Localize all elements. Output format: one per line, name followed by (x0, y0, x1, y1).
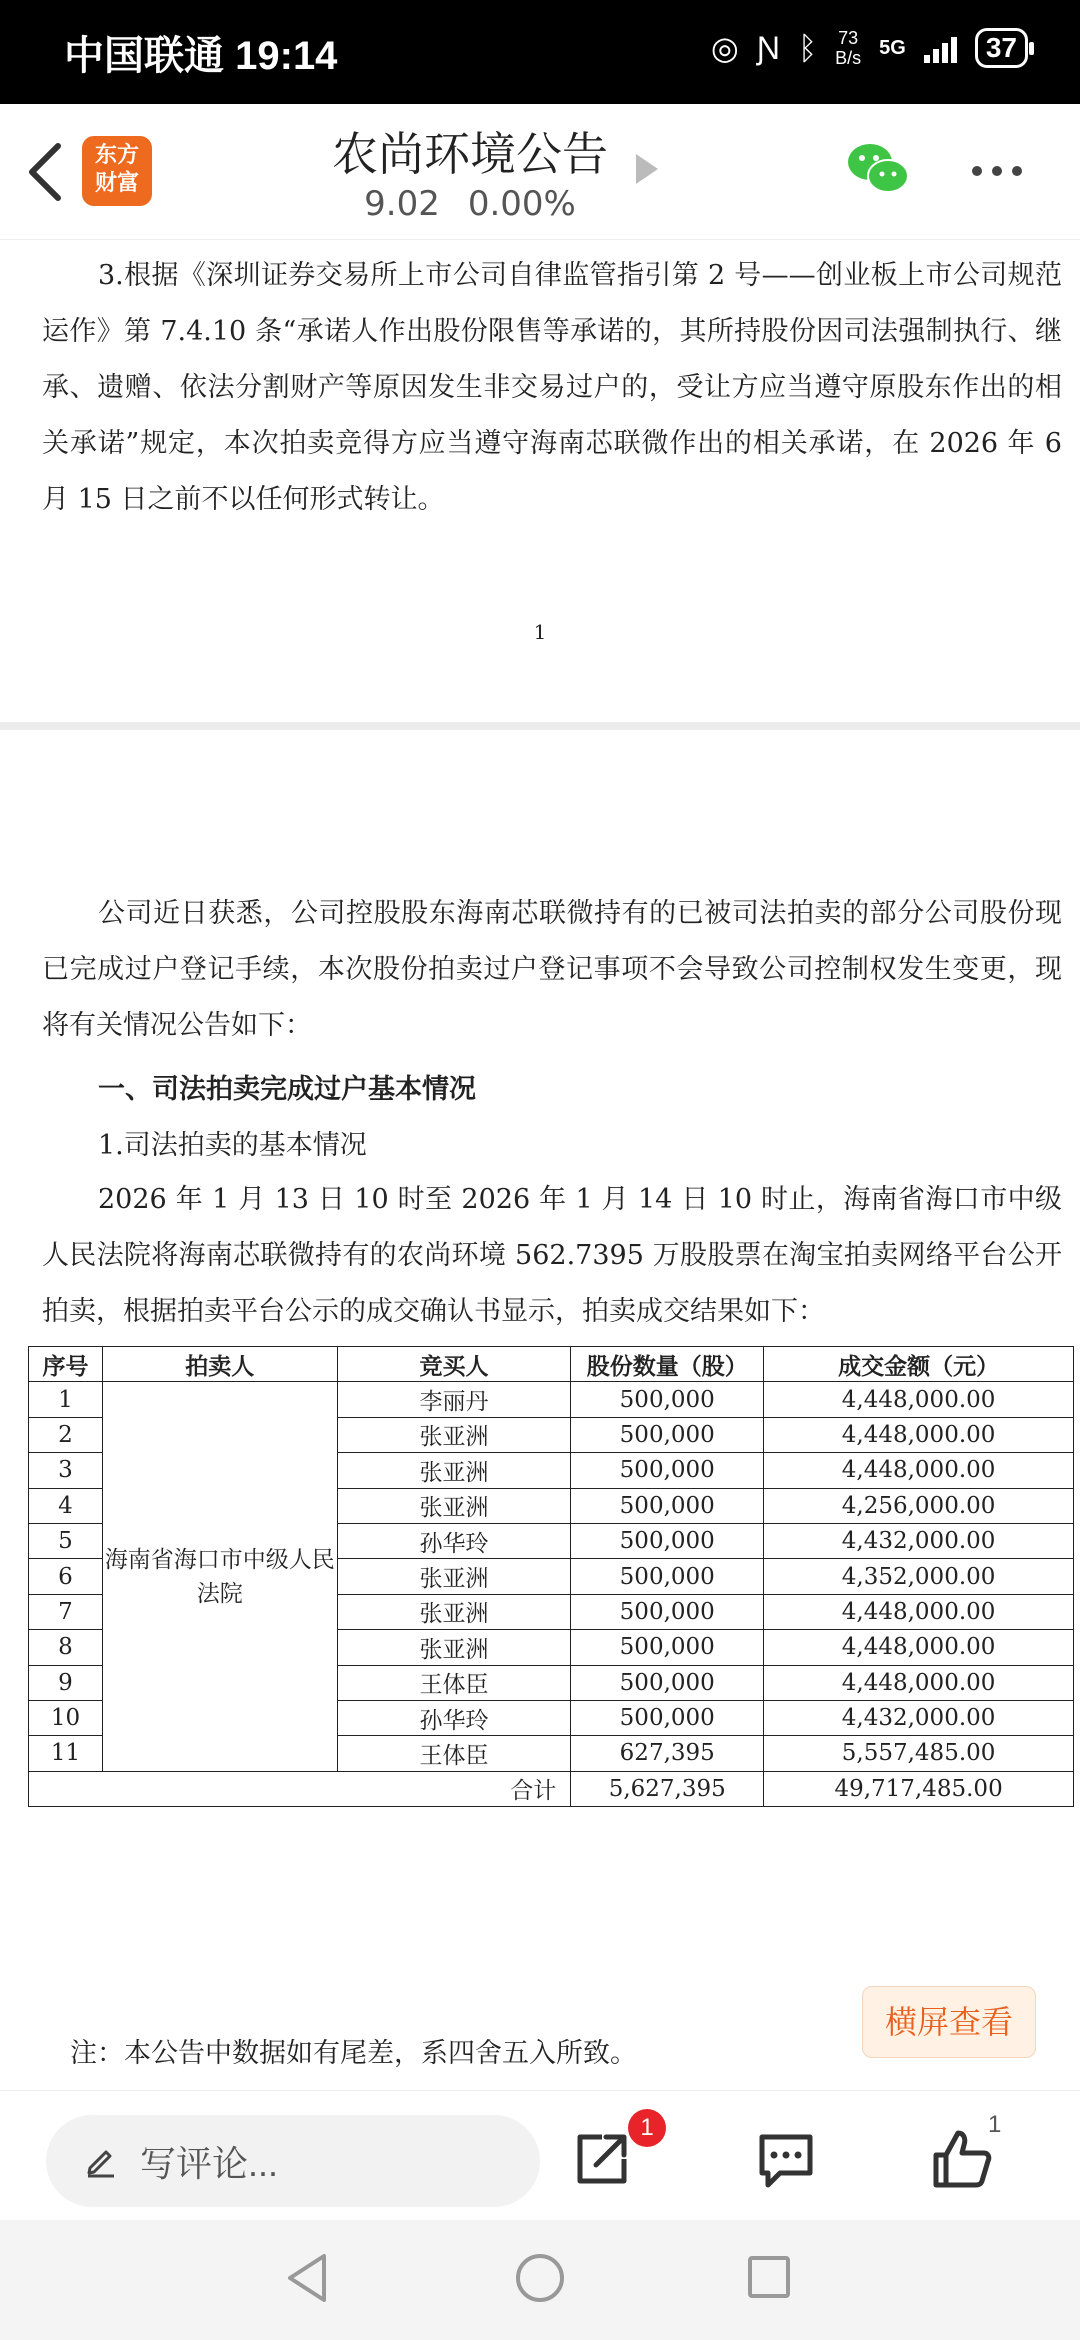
auction-results-table (28, 1346, 1074, 1807)
amount-cell: 5,557,485.00 (764, 1736, 1074, 1771)
buyer-cell: 王体臣 (337, 1736, 571, 1771)
buyer-cell: 张亚洲 (337, 1417, 571, 1452)
speed-unit: B/s (835, 48, 862, 68)
buyer-cell: 张亚洲 (337, 1630, 571, 1665)
system-nav-bar (0, 2220, 1080, 2340)
col-header-no: 序号 (29, 1347, 103, 1382)
hd-icon: ◎ (710, 30, 739, 66)
section-heading: 一、司法拍卖完成过户基本情况 (98, 1074, 476, 1105)
clock: 19:14 (235, 34, 338, 78)
row-no: 2 (29, 1417, 103, 1452)
nfc-icon: Ɲ (756, 29, 780, 66)
buyer-cell: 张亚洲 (337, 1488, 571, 1523)
buyer-cell: 张亚洲 (337, 1594, 571, 1629)
amount-cell: 4,448,000.00 (764, 1417, 1074, 1452)
network-speed (835, 28, 861, 68)
col-header-shares: 股份数量（股） (571, 1347, 764, 1382)
shares-cell: 500,000 (571, 1700, 764, 1735)
amount-cell: 4,432,000.00 (764, 1700, 1074, 1735)
col-header-buyer: 竞买人 (337, 1347, 571, 1382)
row-no: 11 (29, 1736, 103, 1771)
row-no: 7 (29, 1594, 103, 1629)
logo-line1: 东方 (94, 143, 139, 168)
col-header-auctioneer: 拍卖人 (102, 1347, 337, 1382)
more-icon[interactable] (972, 166, 1022, 176)
stock-change: 0.00% (467, 184, 576, 224)
carrier-name: 中国联通 (64, 34, 224, 78)
subsection-heading: 1.司法拍卖的基本情况 (98, 1130, 367, 1161)
nav-recent-icon[interactable] (748, 2256, 790, 2298)
battery-icon (975, 28, 1028, 68)
share-badge: 1 (628, 2109, 666, 2147)
logo-line2: 财富 (94, 171, 139, 196)
buyer-cell: 孙华玲 (337, 1700, 571, 1735)
row-no: 9 (29, 1665, 103, 1700)
paragraph-auction: 2026 年 1 月 13 日 10 时至 2026 年 1 月 14 日 10 时止，海南省海口市中级人民法院将海南芯联微持有的农尚环境 562.7395 万股股票在淘宝拍卖网络平台公开拍卖，根据拍卖平台公示的成交确认书显示，拍卖成交结果如下： (42, 1184, 1062, 1327)
shares-cell: 500,000 (571, 1523, 764, 1558)
row-no: 10 (29, 1700, 103, 1735)
paragraph-intro: 公司近日获悉，公司控股股东海南芯联微持有的已被司法拍卖的部分公司股份现已完成过户登记手续，本次股份拍卖过户登记事项不会导致公司控制权发生变更，现将有关情况公告如下： (42, 898, 1062, 1041)
row-no: 8 (29, 1630, 103, 1665)
shares-cell: 500,000 (571, 1417, 764, 1452)
network-type: 5G (879, 36, 906, 59)
pen-icon (84, 2144, 118, 2178)
total-label: 合计 (29, 1771, 571, 1806)
table-header-row (29, 1347, 1074, 1382)
carrier-time (64, 24, 337, 81)
row-no: 4 (29, 1488, 103, 1523)
stock-price: 9.02 (364, 184, 440, 224)
row-no: 6 (29, 1559, 103, 1594)
stock-quote[interactable] (0, 184, 940, 224)
bottom-action-bar (0, 2090, 1080, 2220)
bluetooth-icon: ᛒ (797, 29, 818, 66)
status-icons (711, 28, 1028, 68)
buyer-cell: 张亚洲 (337, 1453, 571, 1488)
table-total-row (29, 1771, 1074, 1806)
like-icon[interactable] (930, 2127, 994, 2191)
comment-placeholder: 写评论... (140, 2142, 279, 2184)
amount-cell: 4,448,000.00 (764, 1453, 1074, 1488)
amount-cell: 4,448,000.00 (764, 1382, 1074, 1417)
shares-cell: 500,000 (571, 1488, 764, 1523)
message-icon[interactable] (756, 2131, 816, 2189)
shares-cell: 500,000 (571, 1594, 764, 1629)
total-amount: 49,717,485.00 (764, 1771, 1074, 1806)
shares-cell: 500,000 (571, 1453, 764, 1488)
amount-cell: 4,256,000.00 (764, 1488, 1074, 1523)
buyer-cell: 李丽丹 (337, 1382, 571, 1417)
amount-cell: 4,448,000.00 (764, 1594, 1074, 1629)
row-no: 1 (29, 1382, 103, 1417)
play-icon[interactable] (636, 154, 658, 184)
page-divider (0, 722, 1080, 730)
signal-icon (924, 33, 957, 63)
nav-home-icon[interactable] (516, 2254, 564, 2302)
status-bar (0, 0, 1080, 104)
battery-level: 37 (985, 32, 1017, 63)
amount-cell: 4,448,000.00 (764, 1630, 1074, 1665)
buyer-cell: 张亚洲 (337, 1559, 571, 1594)
col-header-amount: 成交金额（元） (764, 1347, 1074, 1382)
page-title: 农尚环境公告 (332, 127, 608, 181)
table-note: 注：本公告中数据如有尾差，系四舍五入所致。 (70, 2038, 637, 2069)
table-row (29, 1382, 1074, 1417)
buyer-cell: 王体臣 (337, 1665, 571, 1700)
buyer-cell: 孙华玲 (337, 1523, 571, 1558)
nav-back-icon[interactable] (284, 2250, 330, 2306)
total-shares: 5,627,395 (571, 1771, 764, 1806)
shares-cell: 500,000 (571, 1559, 764, 1594)
page-number: 1 (533, 620, 547, 644)
speed-value: 73 (838, 28, 859, 48)
like-count: 1 (988, 2111, 1002, 2138)
landscape-view-button[interactable]: 横屏查看 (862, 1986, 1036, 2058)
shares-cell: 500,000 (571, 1630, 764, 1665)
paragraph-rule: 3.根据《深圳证券交易所上市公司自律监管指引第 2 号——创业板上市公司规范运作》第 7.4.10 条“承诺人作出股份限售等承诺的，其所持股份因司法强制执行、继承、遗赠、依法分割财产等原因发生非交易过户的，受让方应当遵守原股东作出的相关承诺”规定，本次拍卖竞得方应当遵守海南芯联微作出的相关承诺，在 2026 年 6 月 15 日之前不以任何形式转让。 (42, 260, 1062, 515)
share-icon[interactable] (572, 2129, 632, 2189)
auctioneer-cell: 海南省海口市中级人民法院 (102, 1382, 337, 1771)
amount-cell: 4,448,000.00 (764, 1665, 1074, 1700)
shares-cell: 500,000 (571, 1382, 764, 1417)
row-no: 3 (29, 1453, 103, 1488)
app-header (0, 104, 1080, 240)
shares-cell: 627,395 (571, 1736, 764, 1771)
comment-input[interactable] (46, 2115, 540, 2207)
amount-cell: 4,432,000.00 (764, 1523, 1074, 1558)
shares-cell: 500,000 (571, 1665, 764, 1700)
wechat-icon[interactable] (846, 142, 910, 196)
amount-cell: 4,352,000.00 (764, 1559, 1074, 1594)
row-no: 5 (29, 1523, 103, 1558)
